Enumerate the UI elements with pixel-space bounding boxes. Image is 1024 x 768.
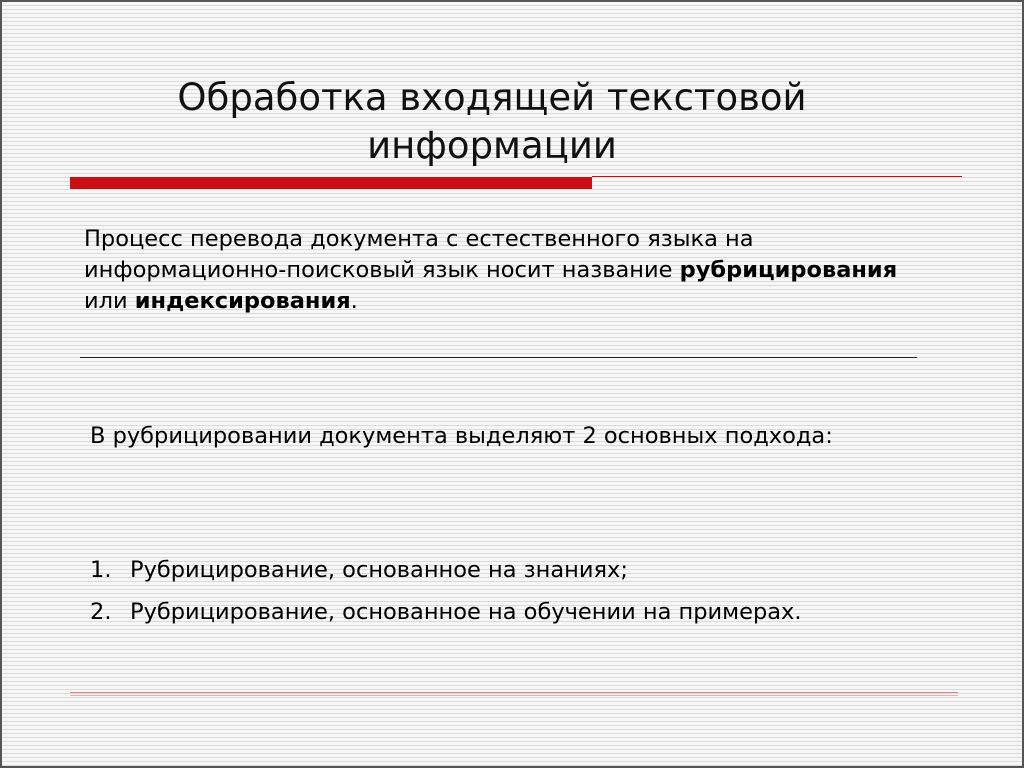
approaches-intro: В рубрицировании документа выделяют 2 основных подхода: xyxy=(90,423,833,449)
list-item-text: Рубрицирование, основанное на знаниях; xyxy=(130,557,628,583)
list-item xyxy=(90,555,810,586)
title-line-1: Обработка входящей текстовой xyxy=(177,76,807,119)
intro-end: . xyxy=(350,288,358,314)
intro-text: Процесс перевода документа с естественного языка на информационно-поисковый язык носит название xyxy=(84,226,754,283)
term-rubrication: рубрицирования xyxy=(679,257,898,283)
list-item-number: 2. xyxy=(90,599,112,625)
footer-line xyxy=(70,692,958,693)
title-line-2: информации xyxy=(367,124,617,167)
title-underline-thick xyxy=(70,177,592,189)
list-item xyxy=(90,597,810,628)
footer-line-secondary xyxy=(70,695,958,696)
intro-connector: или xyxy=(84,288,128,314)
intro-paragraph xyxy=(84,224,924,317)
term-indexing: индексирования xyxy=(134,288,351,314)
slide-title xyxy=(102,74,882,170)
title-underline-thin xyxy=(592,176,962,177)
separator-line xyxy=(80,357,917,358)
list-item-number: 1. xyxy=(90,557,112,583)
list-item-text: Рубрицирование, основанное на обучении на примерах. xyxy=(130,599,802,625)
approaches-list xyxy=(90,555,810,639)
